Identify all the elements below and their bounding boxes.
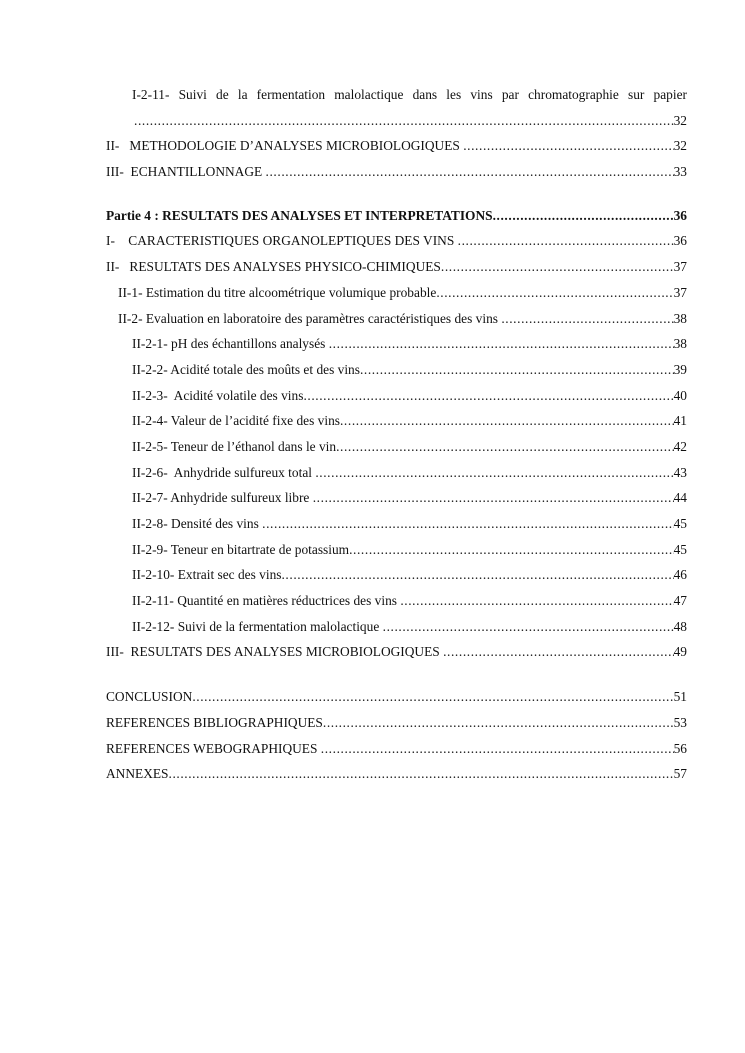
- toc-entry: [106, 710, 687, 736]
- toc-leader-dots: [266, 159, 674, 185]
- toc-entry-page: 45: [673, 541, 687, 557]
- toc-entry: [106, 434, 687, 460]
- toc-entry-page: 47: [673, 593, 687, 609]
- toc-entry-label: II-2-7- Anhydride sulfureux libre: [132, 490, 313, 506]
- toc-entry-label: ANNEXES: [106, 766, 169, 782]
- toc-leader-dots: [134, 108, 674, 134]
- toc-entry-label: II-2-12- Suivi de la fermentation malolactique: [132, 618, 383, 634]
- toc-entry-page: 44: [673, 490, 687, 506]
- toc-part-heading: [106, 203, 687, 229]
- toc-entry: [106, 357, 687, 383]
- toc-entry: [106, 280, 687, 306]
- toc-leader-dots: [329, 331, 674, 357]
- toc-entry-page: 32: [673, 112, 687, 128]
- toc-entry-label: CONCLUSION: [106, 689, 193, 705]
- toc-entry: [106, 562, 687, 588]
- toc-entry-label: II-2- Evaluation en laboratoire des paramètres caractéristiques des vins: [118, 310, 502, 326]
- toc-entry-page: 32: [673, 138, 687, 154]
- toc-entry: [106, 684, 687, 710]
- toc-entry-label: I-2-11- Suivi de la fermentation malolactique dans les vins par chromatographie sur papier: [132, 87, 687, 102]
- toc-entry-label: II-2-8- Densité des vins: [132, 516, 263, 531]
- toc-leader-dots: [336, 434, 674, 460]
- toc-entry-page: 38: [673, 336, 687, 352]
- toc-entry-page: 56: [673, 740, 687, 756]
- toc-leader-dots: [315, 460, 673, 486]
- toc-entry-page: 33: [673, 164, 687, 180]
- toc-entry: [106, 588, 687, 614]
- toc-entry-label: II-2-2- Acidité totale des moûts et des vins: [132, 361, 360, 377]
- toc-entry-page: 45: [673, 516, 687, 531]
- toc-entry-label: II-2-10- Extrait sec des vins: [132, 567, 282, 583]
- toc-part-label: Partie 4 : RESULTATS DES ANALYSES ET INTERPRETATIONS: [106, 207, 493, 223]
- toc-entry-page: 48: [673, 618, 687, 634]
- toc-entry: [106, 133, 687, 159]
- toc-leader-dots: [458, 228, 674, 254]
- toc-entry-label: II-2-1- pH des échantillons analysés: [132, 336, 329, 352]
- toc-entry-page: 42: [673, 438, 687, 454]
- toc-entry-page: 36: [673, 233, 687, 249]
- toc-leader-dots: [321, 736, 674, 762]
- toc-entry-page: 49: [673, 644, 687, 660]
- toc-leader-dots: [463, 133, 673, 159]
- toc-entry: [106, 511, 687, 537]
- toc-leader-dots: [169, 761, 674, 787]
- toc-entry: [106, 460, 687, 486]
- toc-entry: [106, 254, 687, 280]
- toc-leader-dots: [400, 588, 673, 614]
- toc-entry-page: 57: [673, 766, 687, 782]
- toc-leader-dots: [383, 614, 674, 640]
- toc-entry-page: 53: [673, 714, 687, 730]
- toc-leader-dots: [493, 203, 674, 229]
- toc-entry-label: REFERENCES WEBOGRAPHIQUES: [106, 740, 321, 756]
- toc-entry-page: 41: [673, 413, 687, 429]
- toc-entry: [106, 736, 687, 762]
- toc-entry: [106, 383, 687, 409]
- toc-entry-label: III- RESULTATS DES ANALYSES MICROBIOLOGIQUES: [106, 644, 444, 660]
- toc-leader-dots: [262, 511, 673, 537]
- toc-leader-dots: [441, 254, 674, 280]
- toc-entry-label: II-2-5- Teneur de l’éthanol dans le vin: [132, 438, 337, 454]
- toc-entry: [106, 306, 687, 332]
- toc-entry-page: 40: [673, 387, 687, 403]
- toc-entry: [106, 331, 687, 357]
- toc-entry: [106, 228, 687, 254]
- toc-entry: [106, 408, 687, 434]
- toc-entry-label: REFERENCES BIBLIOGRAPHIQUES: [106, 714, 323, 730]
- toc-entry-page: 37: [673, 284, 687, 300]
- toc-leader-dots: [436, 280, 673, 306]
- toc-leader-dots: [443, 639, 674, 665]
- toc-entry-first-continuation: [106, 108, 687, 134]
- toc-leader-dots: [501, 306, 673, 332]
- toc-entry-label: II-2-11- Quantité en matières réductrices des vins: [132, 593, 401, 609]
- toc-entry: [106, 614, 687, 640]
- toc-entry-label: II-2-9- Teneur en bitartrate de potassium: [132, 541, 350, 557]
- toc-leader-dots: [349, 537, 674, 563]
- table-of-contents: [106, 82, 687, 787]
- toc-entry-page: 37: [673, 259, 687, 275]
- toc-entry-label: I- CARACTERISTIQUES ORGANOLEPTIQUES DES VINS: [106, 233, 458, 249]
- toc-entry-label: II-2-6- Anhydride sulfureux total: [132, 464, 316, 480]
- toc-entry-label: III- ECHANTILLONNAGE: [106, 164, 266, 180]
- toc-entry-label: II-1- Estimation du titre alcoométrique volumique probable: [118, 284, 437, 300]
- toc-entry-first-line: [106, 82, 687, 108]
- toc-leader-dots: [281, 562, 673, 588]
- toc-entry-label: II- METHODOLOGIE D’ANALYSES MICROBIOLOGIQUES: [106, 138, 464, 154]
- toc-entry-page: 51: [673, 689, 687, 705]
- toc-leader-dots: [192, 684, 673, 710]
- toc-entry-page: 43: [673, 464, 687, 480]
- toc-entry-page: 46: [673, 567, 687, 583]
- toc-leader-dots: [360, 357, 674, 383]
- toc-entry: [106, 639, 687, 665]
- toc-entry-label: II-2-4- Valeur de l’acidité fixe des vins: [132, 413, 340, 429]
- toc-entry-page: 38: [673, 310, 687, 326]
- toc-leader-dots: [323, 710, 674, 736]
- toc-entry: [106, 159, 687, 185]
- toc-entry: [106, 485, 687, 511]
- toc-entry-page: 39: [673, 361, 687, 377]
- toc-leader-dots: [303, 383, 673, 409]
- toc-part-page: 36: [673, 207, 687, 223]
- toc-entry: [106, 761, 687, 787]
- toc-leader-dots: [340, 408, 674, 434]
- toc-entry: [106, 537, 687, 563]
- toc-entry-label: II-2-3- Acidité volatile des vins: [132, 387, 304, 403]
- toc-entry-label: II- RESULTATS DES ANALYSES PHYSICO-CHIMIQUES: [106, 259, 441, 275]
- toc-leader-dots: [313, 485, 674, 511]
